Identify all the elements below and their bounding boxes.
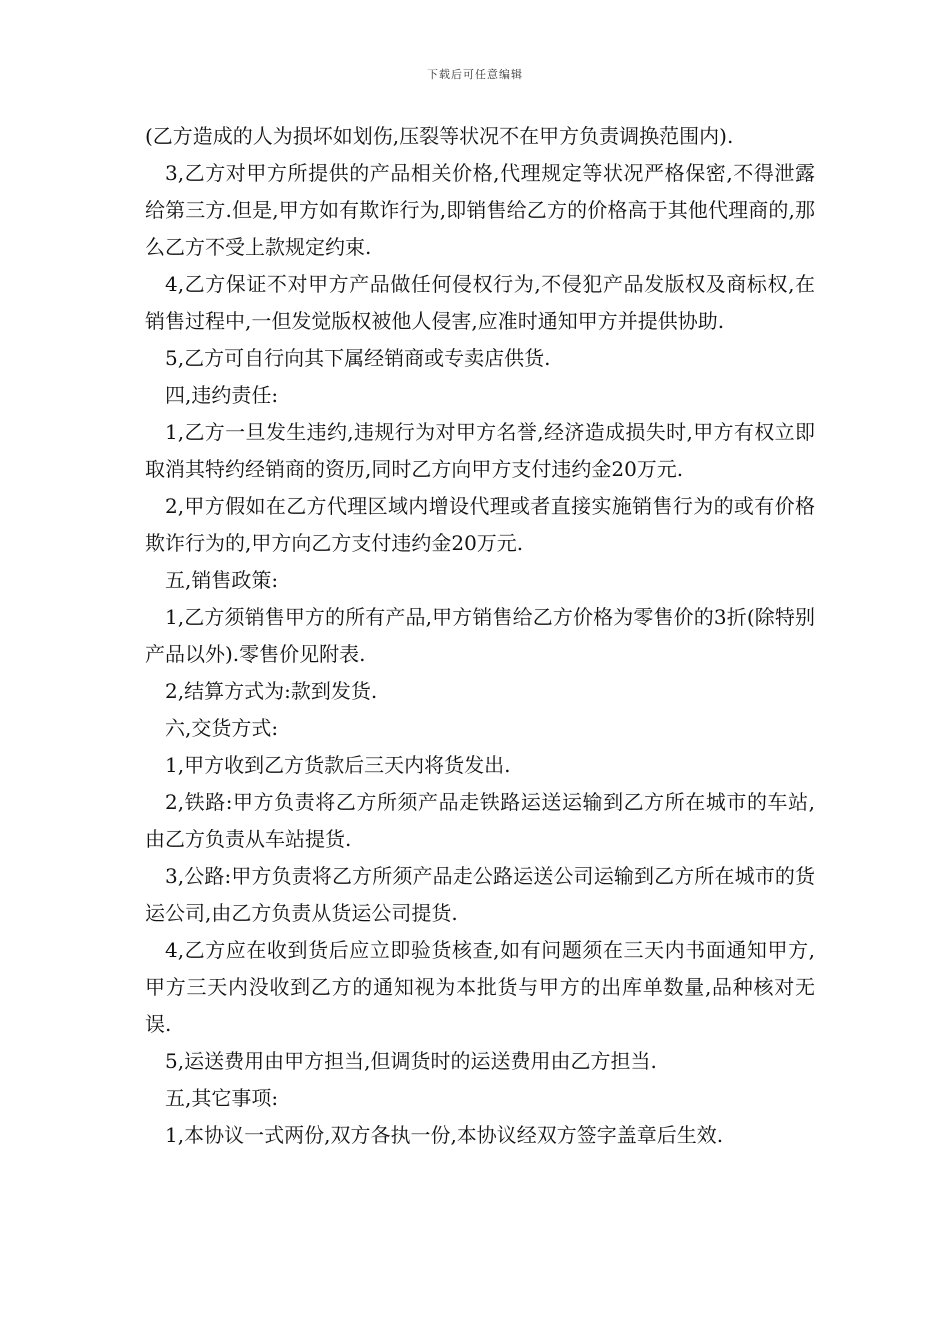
paragraph-breach-party-b: 1,乙方一旦发生违约,违规行为对甲方名誉,经济造成损失时,甲方有权立即取消其特约经销商的资历,同时乙方向甲方支付违约金20万元. <box>145 420 815 481</box>
paragraph-pricing: 1,乙方须销售甲方的所有产品,甲方销售给乙方价格为零售价的3折(除特别产品以外).零售价见附表. <box>145 605 815 666</box>
page-header: 下载后可任意编辑 <box>427 68 523 81</box>
document-body <box>145 118 815 1154</box>
paragraph-road-delivery: 3,公路:甲方负责将乙方所须产品走公路运送公司运输到乙方所在城市的货运公司,由乙方负责从货运公司提货. <box>145 864 815 925</box>
paragraph-rail-delivery: 2,铁路:甲方负责将乙方所须产品走铁路运送运输到乙方所在城市的车站,由乙方负责从车站提货. <box>145 790 815 851</box>
section-heading-other: 五,其它事项: <box>165 1086 279 1110</box>
paragraph-ip-protection: 4,乙方保证不对甲方产品做任何侵权行为,不侵犯产品发版权及商标权,在销售过程中,一但发觉版权被他人侵害,应准时通知甲方并提供协助. <box>145 272 815 333</box>
section-heading-delivery: 六,交货方式: <box>165 716 279 740</box>
paragraph-confidentiality: 3,乙方对甲方所提供的产品相关价格,代理规定等状况严格保密,不得泄露给第三方.但是,甲方如有欺诈行为,即销售给乙方的价格高于其他代理商的,那么乙方不受上款规定约束. <box>145 161 815 259</box>
paragraph-breach-party-a: 2,甲方假如在乙方代理区域内增设代理或者直接实施销售行为的或有价格欺诈行为的,甲方向乙方支付违约金20万元. <box>145 494 815 555</box>
paragraph-supply-dealers: 5,乙方可自行向其下属经销商或专卖店供货. <box>165 346 551 370</box>
section-heading-breach: 四,违约责任: <box>165 383 279 407</box>
paragraph-copies: 1,本协议一式两份,双方各执一份,本协议经双方签字盖章后生效. <box>165 1123 724 1147</box>
paragraph-inspection: 4,乙方应在收到货后应立即验货核查,如有问题须在三天内书面通知甲方,甲方三天内没收到乙方的通知视为本批货与甲方的出库单数量,品种核对无误. <box>145 938 815 1036</box>
paragraph-delivery-time: 1,甲方收到乙方货款后三天内将货发出. <box>165 753 511 777</box>
section-heading-sales-policy: 五,销售政策: <box>165 568 279 592</box>
paragraph-settlement: 2,结算方式为:款到发货. <box>165 679 378 703</box>
paragraph-shipping-costs: 5,运送费用由甲方担当,但调货时的运送费用由乙方担当. <box>165 1049 657 1073</box>
paragraph-damage-exclusion: (乙方造成的人为损坏如划伤,压裂等状况不在甲方负责调换范围内). <box>145 124 734 148</box>
